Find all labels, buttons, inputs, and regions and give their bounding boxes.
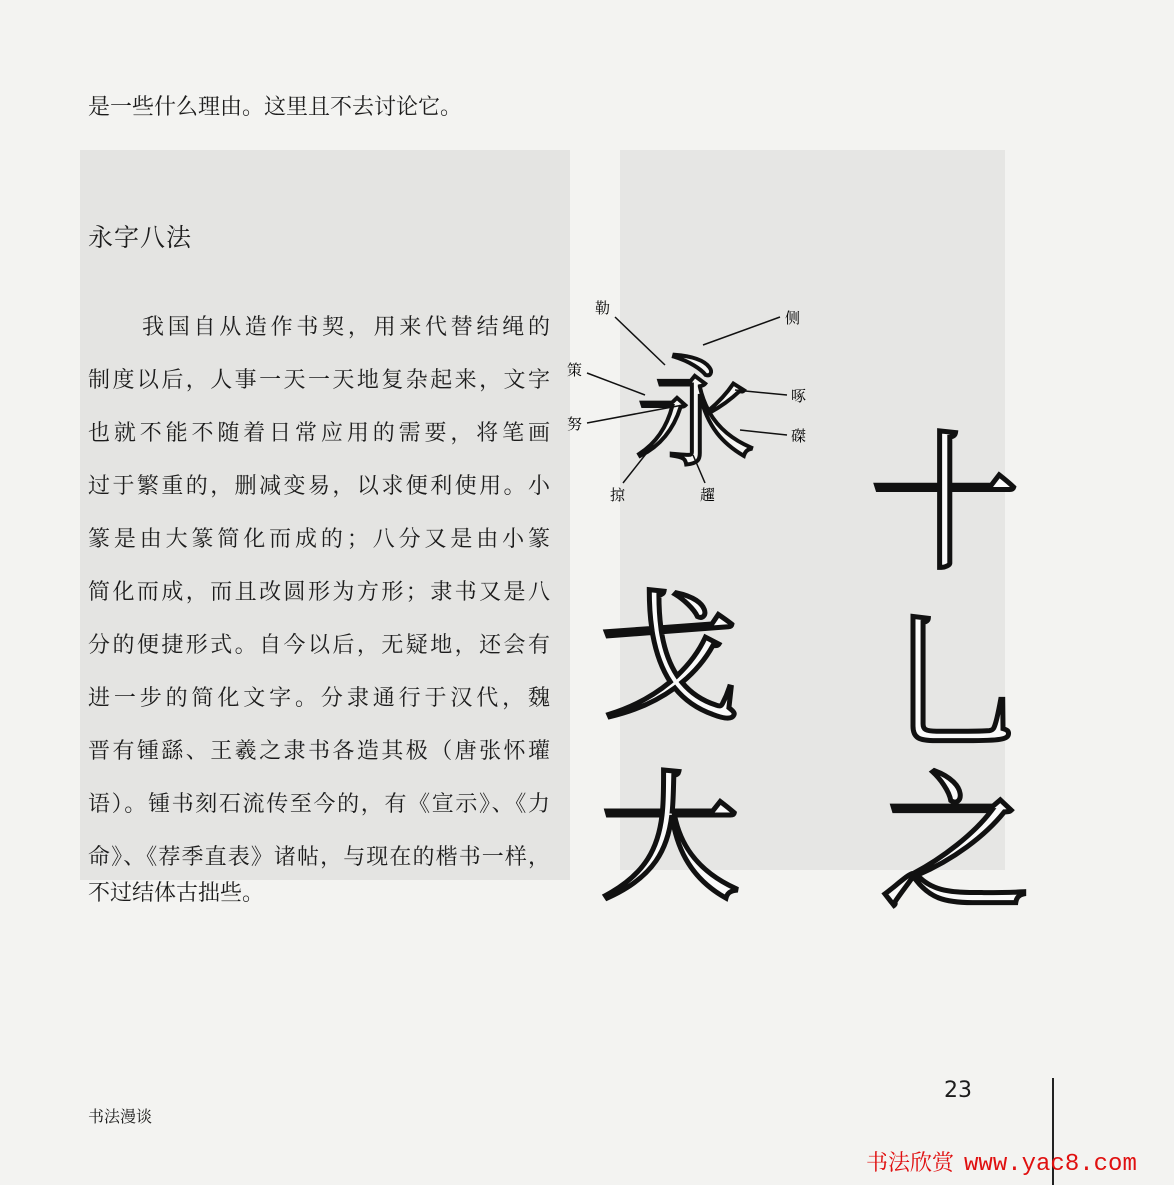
label-lue: 掠 xyxy=(610,486,626,504)
paragraph-line: 也就不能不随着日常应用的需要，将笔画 xyxy=(88,421,550,446)
watermark xyxy=(866,1146,1137,1178)
running-footer-title: 书法漫谈 xyxy=(88,1107,153,1126)
paragraph-line: 语）。锺书刻石流传至今的，有《宣示》、《力 xyxy=(88,792,550,817)
stroke-glyph-zhi: 之 xyxy=(880,758,1031,932)
label-zhe: 磔 xyxy=(791,427,807,445)
paragraph-line: 我国自从造作书契，用来代替结绳的 xyxy=(142,315,550,340)
paragraph-line: 制度以后，人事一天一天地复杂起来，文字 xyxy=(88,368,550,393)
paragraph-line: 过于繁重的，删减变易，以求便利使用。小 xyxy=(88,474,550,499)
label-ce: 侧 xyxy=(785,309,801,327)
watermark-text: 书法欣赏 xyxy=(866,1151,955,1176)
yong-glyph: 永 xyxy=(635,345,755,484)
stroke-glyph-shi: 十 xyxy=(870,418,1021,592)
label-ce2: 策 xyxy=(567,361,583,379)
section-heading: 永字八法 xyxy=(88,223,193,252)
paragraph-line: 命》、《荐季直表》诸帖，与现在的楷书一样， xyxy=(88,845,550,870)
paragraph-line: 不过结体古拙些。 xyxy=(88,881,265,906)
text-panel-background xyxy=(80,150,570,880)
paragraph-line: 进一步的简化文字。分隶通行于汉代，魏 xyxy=(88,686,550,711)
label-le: 勒 xyxy=(595,299,611,317)
paragraph-line: 篆是由大篆简化而成的；八分又是由小篆 xyxy=(88,527,550,552)
paragraph-line: 简化而成，而且改圆形为方形；隶书又是八 xyxy=(88,580,550,605)
stroke-glyph-ge: 戈 xyxy=(600,578,741,741)
continued-text-line: 是一些什么理由。这里且不去讨论它。 xyxy=(88,95,463,120)
label-nu: 努 xyxy=(567,415,583,433)
watermark-url: www.yac8.com xyxy=(964,1151,1137,1178)
paragraph-line: 晋有锺繇、王羲之隶书各造其极（唐张怀瓘 xyxy=(88,739,550,764)
stroke-glyph-da: 大 xyxy=(600,758,741,921)
yong-character-diagram xyxy=(565,295,825,510)
paragraph-line: 分的便捷形式。自今以后，无疑地，还会有 xyxy=(88,633,550,658)
page-number: 23 xyxy=(944,1078,972,1103)
stroke-glyph-yi: 乚 xyxy=(880,598,1031,772)
label-ti: 趯 xyxy=(700,486,716,504)
label-zhuo: 啄 xyxy=(791,387,807,405)
